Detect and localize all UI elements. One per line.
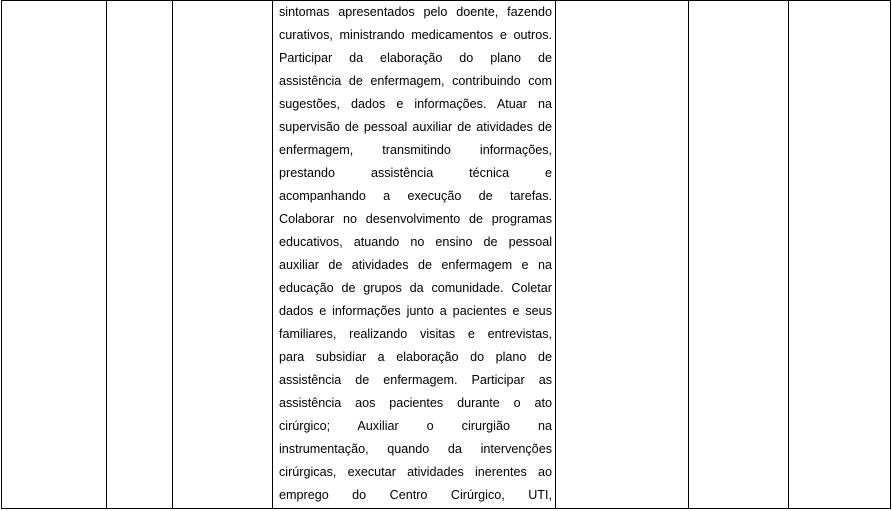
table-cell-col6: [689, 1, 789, 509]
description-line: cirúrgico; Auxiliar o cirurgião na: [279, 419, 552, 433]
description-line: para subsidiar a elaboração do plano de: [279, 350, 552, 364]
table-cell-col3: [173, 1, 273, 509]
description-line: supervisão de pessoal auxiliar de atividades de: [279, 120, 552, 134]
description-line: educação de grupos da comunidade. Coletar: [279, 281, 552, 295]
description-line: familiares, realizando visitas e entrevistas,: [279, 327, 552, 341]
description-text: [279, 1, 552, 507]
description-line: Participar da elaboração do plano de: [279, 51, 552, 65]
table-cell-col7: [789, 1, 891, 509]
description-line: acompanhando a execução de tarefas.: [279, 189, 552, 203]
description-line: assistência aos pacientes durante o ato: [279, 396, 552, 410]
description-line: educativos, atuando no ensino de pessoal: [279, 235, 552, 249]
table-cell-col5: [556, 1, 689, 509]
table-cell-col2: [107, 1, 173, 509]
description-line: dados e informações junto a pacientes e seus: [279, 304, 552, 318]
table-row: [2, 1, 891, 509]
table-cell-col1: [2, 1, 107, 509]
description-line: instrumentação, quando da intervenções: [279, 442, 552, 456]
description-line: prestando assistência técnica e: [279, 166, 552, 180]
description-line: emprego do Centro Cirúrgico, UTI,: [279, 488, 552, 502]
description-line: sugestões, dados e informações. Atuar na: [279, 97, 552, 111]
description-line: auxiliar de atividades de enfermagem e na: [279, 258, 552, 272]
description-line: curativos, ministrando medicamentos e outros.: [279, 28, 552, 42]
description-line: sintomas apresentados pelo doente, fazendo: [279, 5, 552, 19]
document-table: [1, 0, 891, 509]
description-line: Colaborar no desenvolvimento de programas: [279, 212, 552, 226]
description-line: enfermagem, transmitindo informações,: [279, 143, 552, 157]
description-cell: [273, 1, 556, 509]
description-line: assistência de enfermagem, contribuindo com: [279, 74, 552, 88]
description-line: cirúrgicas, executar atividades inerentes ao: [279, 465, 552, 479]
description-line: assistência de enfermagem. Participar as: [279, 373, 552, 387]
